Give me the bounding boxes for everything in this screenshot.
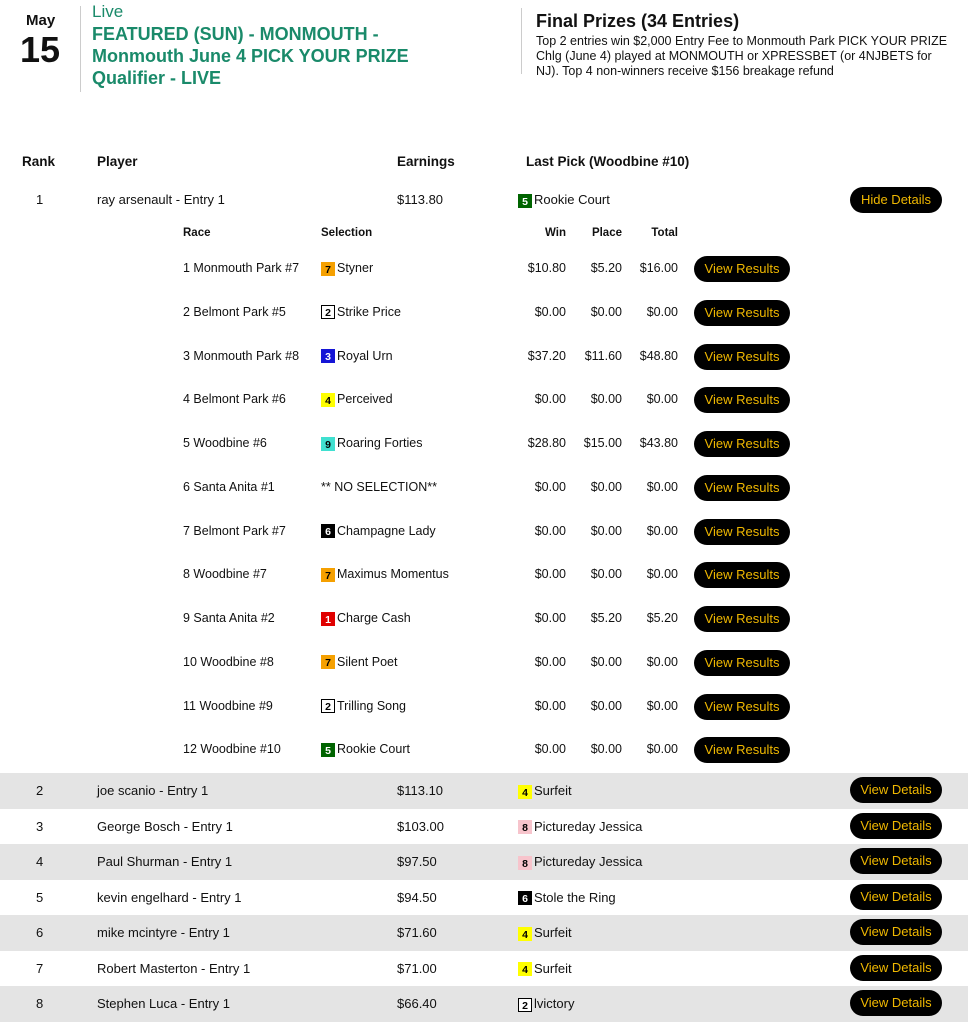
post-position-badge: 3	[321, 349, 335, 363]
total-amount: $0.00	[646, 567, 678, 582]
horse-name: Pictureday Jessica	[534, 854, 643, 869]
view-results-button[interactable]: View Results	[694, 300, 790, 326]
horse-name: Rookie Court	[337, 742, 410, 757]
win-amount: $0.00	[534, 392, 566, 407]
horse-name: Maximus Momentus	[337, 567, 449, 582]
horse-name: Roaring Forties	[337, 436, 423, 450]
event-status: Live	[92, 2, 124, 21]
entry-rank: 5	[36, 889, 44, 905]
horse-name: Stole the Ring	[534, 889, 616, 905]
entry-earnings: $66.40	[397, 996, 437, 1011]
place-amount: $15.00	[583, 436, 622, 450]
win-amount: $0.00	[534, 742, 566, 757]
details-header-place: Place	[591, 227, 622, 239]
view-results-button[interactable]: View Results	[694, 475, 790, 501]
leaderboard-row	[0, 986, 968, 1022]
race-name: 11 Woodbine #9	[183, 698, 273, 713]
horse-name: ** NO SELECTION**	[321, 479, 438, 494]
place-amount: $0.00	[590, 523, 622, 538]
race-detail-row	[0, 378, 968, 422]
leaderboard-row	[0, 773, 968, 809]
hide-details-button[interactable]: Hide Details	[850, 187, 942, 213]
race-name: 3 Monmouth Park #8	[183, 348, 300, 363]
win-amount: $0.00	[534, 654, 566, 669]
total-amount: $0.00	[646, 392, 678, 407]
race-name: 9 Santa Anita #2	[183, 611, 275, 625]
entry-rank: 7	[36, 960, 44, 976]
post-position-badge: 5	[321, 743, 335, 757]
selection	[321, 742, 410, 757]
horse-name: Pictureday Jessica	[534, 818, 643, 834]
entry-last-pick	[518, 783, 572, 799]
prize-divider	[521, 8, 522, 74]
post-position-badge: 4	[518, 785, 532, 799]
race-detail-row	[0, 466, 968, 510]
view-results-button[interactable]: View Results	[694, 737, 790, 763]
place-amount: $0.00	[590, 742, 622, 757]
entry-player: Robert Masterton - Entry 1	[97, 960, 251, 976]
view-details-button[interactable]: View Details	[850, 884, 942, 910]
total-amount: $0.00	[646, 304, 678, 319]
entry-earnings: $97.50	[397, 854, 437, 869]
details-header-race: Race	[183, 227, 211, 239]
total-amount: $48.80	[639, 348, 678, 363]
horse-name: Styner	[337, 261, 374, 275]
horse-name: Strike Price	[337, 304, 401, 319]
entry-earnings: $113.10	[397, 783, 444, 798]
entry-player: mike mcintyre - Entry 1	[97, 925, 230, 940]
entry-last-pick	[518, 819, 642, 835]
place-amount: $0.00	[590, 698, 622, 713]
entry-rank: 8	[36, 996, 44, 1011]
selection	[321, 524, 436, 539]
total-amount: $0.00	[646, 523, 678, 538]
selection	[321, 699, 406, 714]
entry-last-pick	[518, 925, 572, 941]
race-detail-row	[0, 247, 968, 291]
details-header-win: Win	[545, 227, 566, 239]
post-position-badge: 9	[321, 437, 335, 451]
selection	[321, 567, 449, 582]
race-detail-row	[0, 597, 968, 641]
details-header-total: Total	[651, 227, 678, 239]
leaderboard-row	[0, 844, 968, 880]
post-position-badge: 1	[321, 612, 335, 626]
race-name: 12 Woodbine #10	[183, 742, 281, 757]
race-name: 8 Woodbine #7	[183, 567, 267, 582]
race-name: 5 Woodbine #6	[183, 436, 267, 450]
horse-name: lvictory	[534, 996, 575, 1011]
view-details-button[interactable]: View Details	[850, 990, 942, 1016]
column-header-rank: Rank	[22, 154, 56, 169]
post-position-badge: 8	[518, 820, 532, 834]
entry-rank: 2	[36, 783, 44, 798]
horse-name: Charge Cash	[337, 611, 411, 625]
post-position-badge: 7	[321, 568, 335, 582]
view-details-button[interactable]: View Details	[850, 848, 942, 874]
win-amount: $0.00	[534, 479, 566, 494]
view-details-button[interactable]: View Details	[850, 777, 942, 803]
post-position-badge: 7	[321, 655, 335, 669]
selection	[321, 436, 422, 451]
view-details-button[interactable]: View Details	[850, 955, 942, 981]
entry-earnings: $94.50	[397, 889, 437, 905]
view-results-button[interactable]: View Results	[694, 344, 790, 370]
place-amount: $5.20	[590, 261, 622, 275]
entry-last-pick	[518, 854, 642, 870]
entry-player: Stephen Luca - Entry 1	[97, 996, 230, 1011]
post-position-badge: 8	[518, 856, 532, 870]
place-amount: $0.00	[590, 304, 622, 319]
total-amount: $0.00	[646, 654, 678, 669]
horse-name: Champagne Lady	[337, 523, 436, 538]
selection	[321, 480, 437, 494]
race-detail-row	[0, 335, 968, 379]
post-position-badge: 4	[518, 927, 532, 941]
race-detail-row	[0, 422, 968, 466]
selection	[321, 261, 373, 276]
race-detail-row	[0, 291, 968, 335]
win-amount: $0.00	[534, 698, 566, 713]
win-amount: $28.80	[527, 436, 566, 450]
column-header-player: Player	[97, 154, 138, 169]
total-amount: $0.00	[646, 479, 678, 494]
view-details-button[interactable]: View Details	[850, 813, 942, 839]
race-detail-row	[0, 553, 968, 597]
total-amount: $0.00	[646, 742, 678, 757]
prize-description: Top 2 entries win $2,000 Entry Fee to Monmouth Park PICK YOUR PRIZE Chlg (June 4) played at MONMOUTH or XPRESSBET (or 4NJBETS for NJ). Top 4 non-winners receive $156 breakage refund	[536, 34, 948, 78]
post-position-badge: 4	[518, 962, 532, 976]
view-results-button[interactable]: View Results	[694, 256, 790, 282]
entry-rank: 3	[36, 818, 44, 834]
column-header-last-pick: Last Pick (Woodbine #10)	[526, 154, 690, 169]
view-results-button[interactable]: View Results	[694, 519, 790, 545]
place-amount: $0.00	[590, 479, 622, 494]
horse-name: Rookie Court	[534, 192, 610, 207]
post-position-badge: 7	[321, 262, 335, 276]
leaderboard-row	[0, 809, 968, 845]
details-header-selection: Selection	[321, 227, 373, 239]
selection	[321, 305, 401, 320]
view-results-button[interactable]: View Results	[694, 562, 790, 588]
post-position-badge: 5	[518, 194, 532, 208]
entry-rank: 4	[36, 854, 44, 869]
total-amount: $5.20	[646, 611, 678, 625]
win-amount: $0.00	[534, 567, 566, 582]
place-amount: $5.20	[590, 611, 622, 625]
entry-player: ray arsenault - Entry 1	[97, 192, 225, 207]
view-results-button[interactable]: View Results	[694, 694, 790, 720]
entry-player: Paul Shurman - Entry 1	[97, 854, 233, 869]
view-results-button[interactable]: View Results	[694, 606, 790, 632]
win-amount: $0.00	[534, 304, 566, 319]
view-results-button[interactable]: View Results	[694, 650, 790, 676]
win-amount: $0.00	[534, 523, 566, 538]
selection	[321, 392, 393, 407]
entry-earnings: $71.00	[397, 960, 437, 976]
post-position-badge: 2	[321, 305, 335, 319]
entry-player: kevin engelhard - Entry 1	[97, 889, 242, 905]
view-results-button[interactable]: View Results	[694, 431, 790, 457]
event-header	[0, 0, 968, 100]
post-position-badge: 2	[321, 699, 335, 713]
selection	[321, 611, 411, 626]
entry-rank: 6	[36, 925, 44, 940]
event-title: FEATURED (SUN) - MONMOUTH - Monmouth June 4 PICK YOUR PRIZE Qualifier - LIVE	[92, 24, 409, 88]
post-position-badge: 2	[518, 998, 532, 1012]
place-amount: $0.00	[590, 567, 622, 582]
horse-name: Trilling Song	[337, 698, 407, 713]
entry-last-pick	[518, 890, 616, 906]
race-name: 10 Woodbine #8	[183, 654, 274, 669]
post-position-badge: 6	[518, 891, 532, 905]
post-position-badge: 4	[321, 393, 335, 407]
total-amount: $0.00	[646, 698, 678, 713]
horse-name: Surfeit	[534, 960, 572, 976]
entry-last-pick	[518, 192, 610, 208]
entry-earnings: $103.00	[397, 818, 444, 834]
horse-name: Surfeit	[534, 925, 572, 940]
win-amount: $0.00	[534, 611, 566, 625]
place-amount: $11.60	[584, 348, 622, 363]
race-name: 1 Monmouth Park #7	[183, 261, 300, 275]
view-details-button[interactable]: View Details	[850, 919, 942, 945]
horse-name: Perceived	[337, 392, 393, 407]
entry-last-pick	[518, 996, 574, 1012]
event-month: May	[26, 12, 56, 29]
event-day: 15	[20, 29, 61, 70]
horse-name: Royal Urn	[337, 348, 393, 363]
entry-rank: 1	[36, 192, 44, 207]
leaderboard-row	[0, 880, 968, 916]
place-amount: $0.00	[590, 392, 622, 407]
race-name: 7 Belmont Park #7	[183, 523, 286, 538]
prize-title: Final Prizes (34 Entries)	[536, 11, 740, 31]
leaderboard-row	[0, 951, 968, 987]
race-detail-row	[0, 510, 968, 554]
entry-player: joe scanio - Entry 1	[97, 783, 209, 798]
entry-player: George Bosch - Entry 1	[97, 818, 233, 834]
view-results-button[interactable]: View Results	[694, 387, 790, 413]
post-position-badge: 6	[321, 524, 335, 538]
selection	[321, 655, 397, 670]
horse-name: Silent Poet	[337, 654, 398, 669]
selection	[321, 349, 393, 364]
entry-earnings: $113.80	[397, 192, 444, 207]
date-divider	[80, 6, 81, 92]
entry-earnings: $71.60	[397, 925, 437, 940]
leaderboard-row	[0, 915, 968, 951]
win-amount: $37.20	[527, 348, 566, 363]
race-detail-row	[0, 728, 968, 772]
horse-name: Surfeit	[534, 783, 572, 798]
win-amount: $10.80	[527, 261, 566, 275]
race-detail-row	[0, 685, 968, 729]
entry-last-pick	[518, 961, 572, 977]
race-name: 6 Santa Anita #1	[183, 479, 275, 494]
race-detail-row	[0, 641, 968, 685]
place-amount: $0.00	[590, 654, 622, 669]
race-name: 2 Belmont Park #5	[183, 304, 286, 319]
column-header-earnings: Earnings	[397, 154, 455, 169]
leaderboard-row-expanded	[0, 184, 968, 216]
race-name: 4 Belmont Park #6	[183, 392, 286, 407]
total-amount: $16.00	[639, 261, 678, 275]
total-amount: $43.80	[639, 436, 678, 450]
